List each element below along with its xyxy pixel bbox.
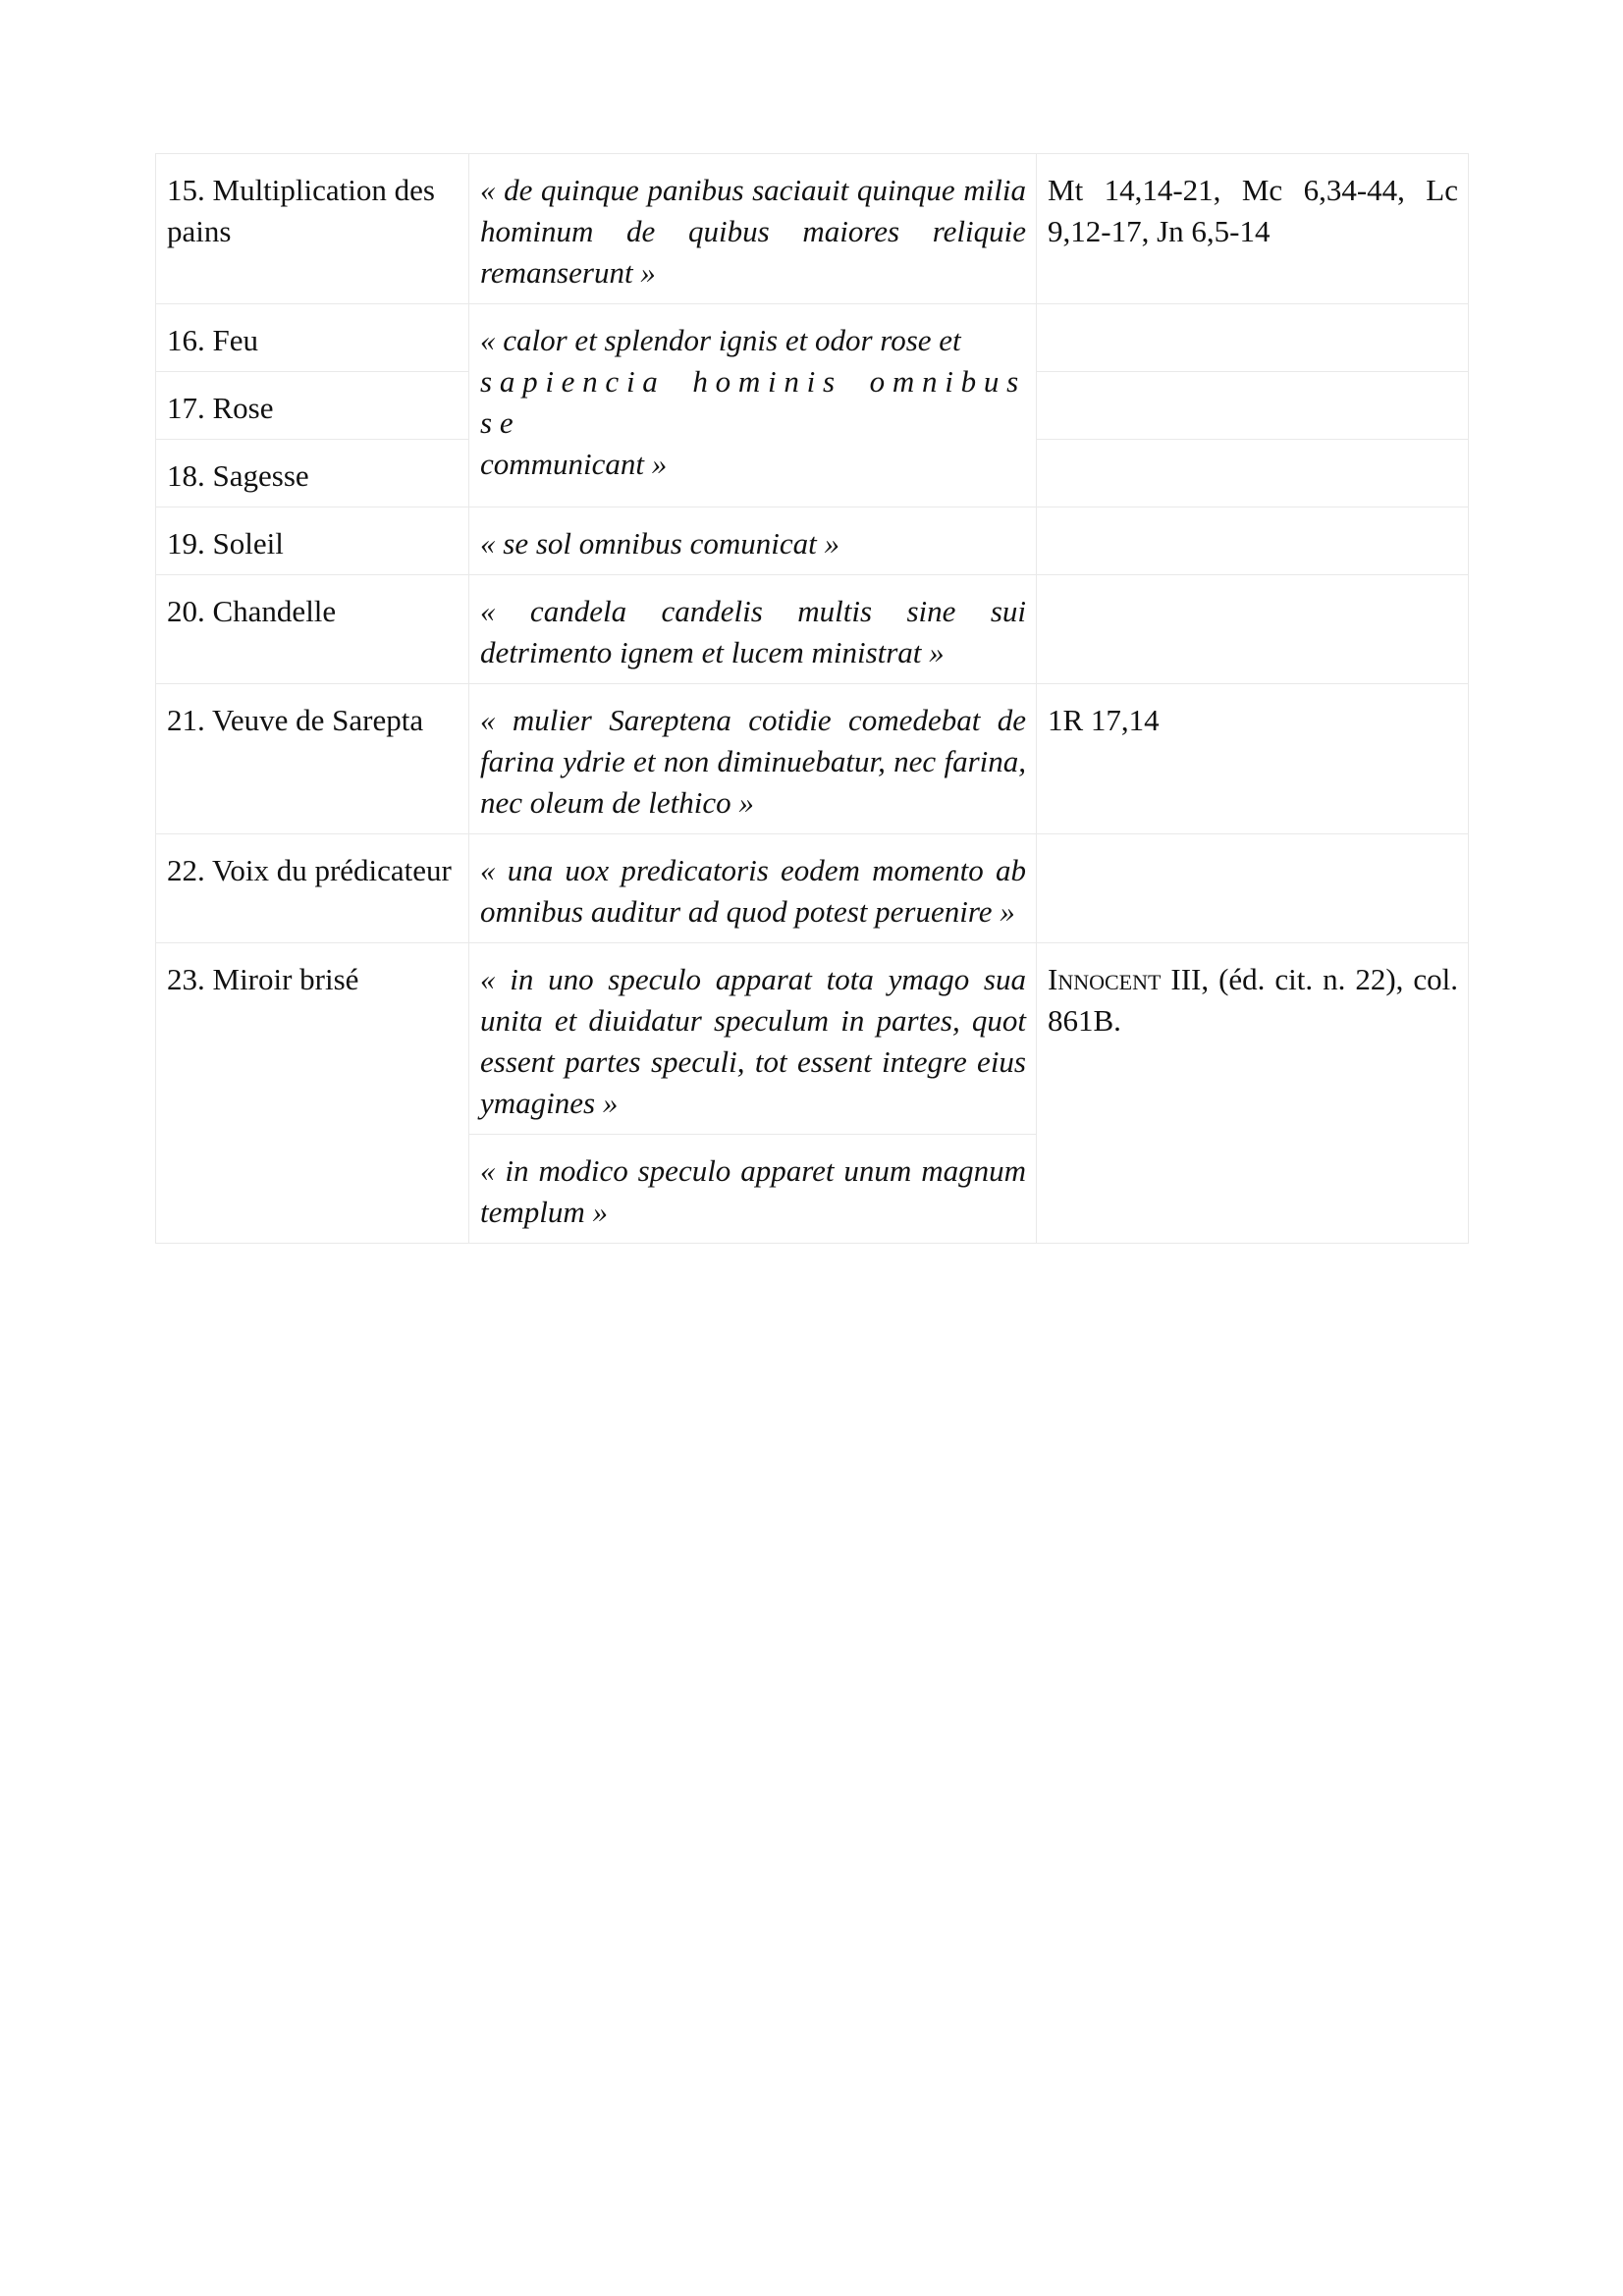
latin-quote (469, 304, 1037, 507)
row-label: 15. Multiplication des pains (156, 154, 469, 304)
reference-cell (1037, 372, 1469, 440)
table-row (156, 154, 1469, 304)
biblical-reference: Mt 14,14-21, Mc 6,34-44, Lc 9,12-17, Jn 6,5-14 (1037, 154, 1469, 304)
references-table (155, 153, 1469, 1244)
quote-part: « calor et splendor ignis et odor rose et (480, 323, 961, 357)
table-row (156, 834, 1469, 943)
latin-quote: « mulier Sareptena cotidie comedebat de farina ydrie et non diminuebatur, nec farina, nec oleum de lethico » (469, 684, 1037, 834)
quote-part-spaced: sapiencia hominis omnibus se (480, 364, 1026, 440)
table-row (156, 575, 1469, 684)
biblical-reference: 1R 17,14 (1037, 684, 1469, 834)
reference-cell (1037, 575, 1469, 684)
latin-quote: « se sol omnibus comunicat » (469, 507, 1037, 575)
reference-cell (1037, 507, 1469, 575)
latin-quote: « in uno speculo apparat tota ymago sua unita et diuidatur speculum in partes, quot essent partes speculi, tot essent integre eius ymagines » (469, 943, 1037, 1135)
row-label: 23. Miroir brisé (156, 943, 469, 1244)
quote-part: communicant » (480, 447, 668, 481)
latin-quote: « una uox predicatoris eodem momento ab omnibus auditur ad quod potest peruenire » (469, 834, 1037, 943)
reference-cell (1037, 304, 1469, 372)
table-row (156, 507, 1469, 575)
row-label: 21. Veuve de Sarepta (156, 684, 469, 834)
row-label: 16. Feu (156, 304, 469, 372)
latin-quote: « de quinque panibus saciauit quinque milia hominum de quibus maiores reliquie remanserunt » (469, 154, 1037, 304)
row-label: 20. Chandelle (156, 575, 469, 684)
source-reference (1037, 943, 1469, 1244)
latin-quote: « candela candelis multis sine sui detrimento ignem et lucem ministrat » (469, 575, 1037, 684)
row-label: 18. Sagesse (156, 440, 469, 507)
reference-cell (1037, 440, 1469, 507)
reference-detail: III, (éd. cit. n. 22), col. 861B. (1048, 962, 1458, 1038)
row-label: 22. Voix du prédicateur (156, 834, 469, 943)
table-row (156, 684, 1469, 834)
row-label: 19. Soleil (156, 507, 469, 575)
author-name: Innocent (1048, 962, 1162, 996)
row-label: 17. Rose (156, 372, 469, 440)
latin-quote: « in modico speculo apparet unum magnum templum » (469, 1135, 1037, 1244)
reference-cell (1037, 834, 1469, 943)
table-row (156, 304, 1469, 372)
table-row (156, 943, 1469, 1135)
